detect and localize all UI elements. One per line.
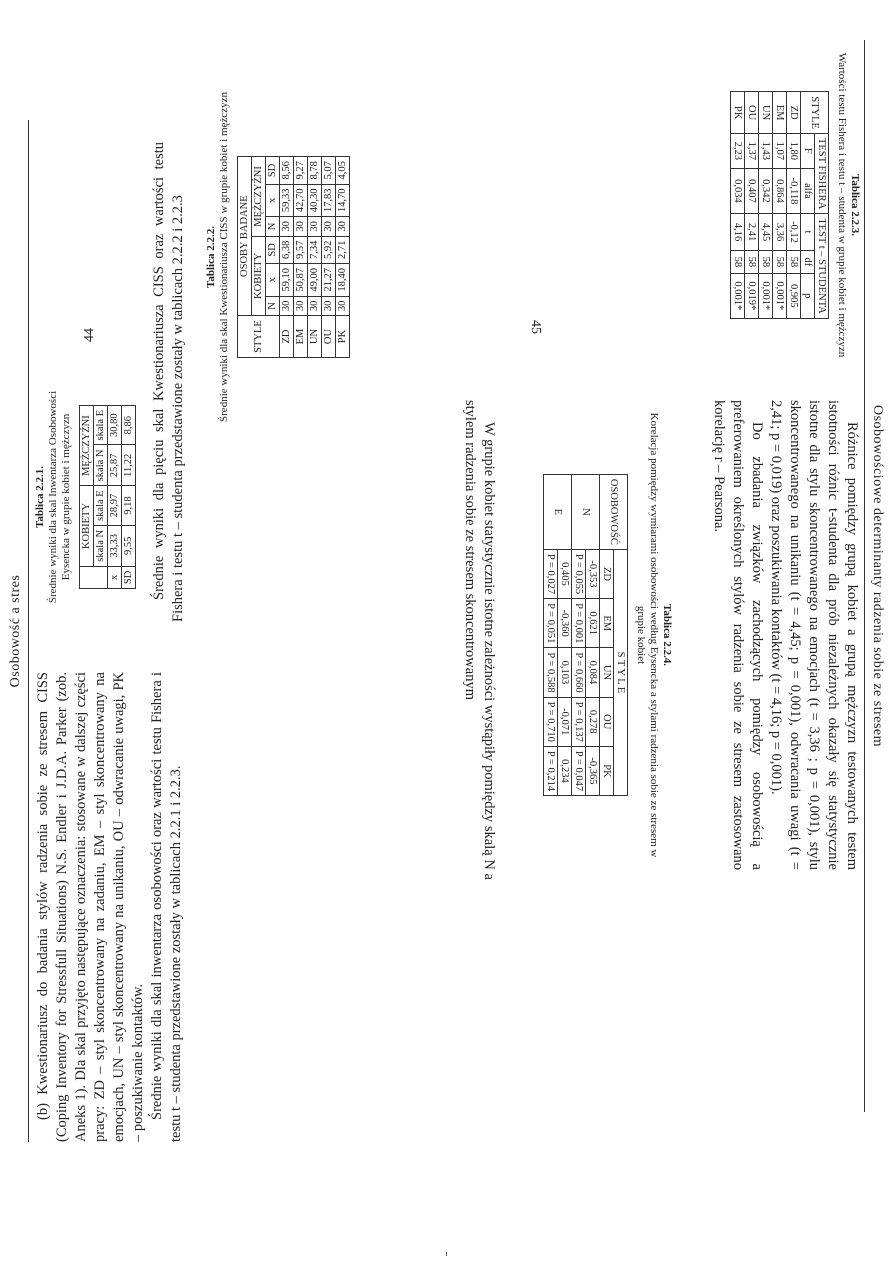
table4-caption-number: Tablica 2.2.4. xyxy=(661,604,673,666)
table-row: ZD 30 59,10 6,38 30 59,33 8,56 xyxy=(280,157,294,358)
table-row: ZD 1,80 -0,118 -0,12 58 0,905 xyxy=(787,92,801,318)
table1-group-kobiety: KOBIETY xyxy=(80,486,94,566)
table-row: PK 30 18,40 2,71 30 14,70 4,05 xyxy=(336,157,350,358)
table1-col: skala E xyxy=(94,405,108,445)
left-running-head: Osobowość a stres xyxy=(8,120,29,1142)
left-body-text-1 xyxy=(34,672,186,1142)
left-body-text-2 xyxy=(150,142,188,622)
table-row: P = 0,055 P = 0,001 P = 0,660 P = 0,137 P = 0,047 xyxy=(572,474,586,795)
table2-stub-header: STYLE xyxy=(238,316,280,358)
table3: STYLE TEST FISHERA TEST t – STUDENTA F alfa t df p ZD 1,80 -0,118 -0,12 58 0,905 EM 1,07 0,864 3,36 58 0,001* UN 1,43 0,342 4,45 58 0,001* OU 1,37 0,407 2,41 58 0,019* PK 2,23 0,034 4,16 58 0,001* xyxy=(730,91,829,318)
table1-corner xyxy=(80,566,108,588)
table-2-2-2 xyxy=(205,92,350,422)
table1-col: skala N xyxy=(94,445,108,486)
left-paragraph-2: Średnie wyniki dla skal inwentarza osobowości oraz wartości testu Fishera i testu t – studenta przedstawione zostały w tablicach 2.2.1 i 2.2.3. xyxy=(149,672,184,1142)
table3-caption-number: Tablica 2.2.3. xyxy=(849,174,861,236)
right-paragraph-2: Do zbadania związków zachodzących pomiędzy osobowością a preferowaniem określonych stylów radzenia sobie ze stresem zastosowano korelację r – Pearsona. xyxy=(711,400,765,870)
right-page-number: 45 xyxy=(528,320,543,334)
table1-caption-title: Średnie wyniki dla skal Inwentarza Osobowości Eysencka w grupie kobiet i mężczyzn xyxy=(47,390,72,604)
right-page xyxy=(447,0,893,1262)
table4: OSOBOWOŚĆ S T Y L E ZD EM UN OU PK N -0,353 0,621 0,084 0,278 -0,365 P = 0,055 P = 0,001 P = 0,660 P = 0,137 P = 0,047 E 0,405 -0,360 0,103 -0,071 0,234 P = 0,027 P = 0,051 P = 0,588 P = 0,710 P = 0,214 xyxy=(543,474,628,796)
table-row: PK 2,23 0,034 4,16 58 0,001* xyxy=(731,92,745,318)
right-paragraph-1: Różnice pomiędzy grupą kobiet a grupą mężczyzn testowanych testem istotności różnic t-studenta dla prób niezależnych okazały się statystycznie istotne dla stylu skoncentrowanego na emocjach (t = 3,36 ; p = 0,001), stylu skoncentrowanego na unikaniu (t = 4,45; p = 0,001), odwracania uwagi (t = 2,41; p = 0,019) oraz poszukiwania kontaktów (t = 4,16; p = 0,001). xyxy=(768,400,860,870)
table-row: EM 30 50,87 9,57 30 42,70 9,27 xyxy=(294,157,308,358)
table3-stub-header: STYLE xyxy=(801,92,829,134)
right-body-text-2 xyxy=(460,400,498,880)
right-paragraph-3: W grupie kobiet statystycznie istotne zależności wystąpiły pomiędzy skalą N a stylem radzenia sobie ze stresem skoncentrowanym xyxy=(462,400,497,880)
table-2-2-3 xyxy=(730,40,861,370)
table2-caption-title: Średnie wyniki dla skal Kwestionariusza CISS w grupie kobiet i mężczyzn xyxy=(218,92,230,422)
table1-caption-number: Tablica 2.2.1. xyxy=(34,466,46,528)
right-body-text-1 xyxy=(709,400,861,870)
table-row: P = 0,027 P = 0,051 P = 0,588 P = 0,710 P = 0,214 xyxy=(544,474,558,795)
table-row: UN 30 49,00 7,34 30 40,30 8,78 xyxy=(308,157,322,358)
left-page xyxy=(0,0,446,1262)
table-row: x 33,33 28,97 25,87 30,80 xyxy=(108,405,122,588)
right-running-head: Osobowościowe determinanty radzenia sobie ze stresem xyxy=(864,40,885,1112)
table1-col: skala E xyxy=(94,486,108,526)
table-row: E 0,405 -0,360 0,103 -0,071 0,234 xyxy=(558,474,572,795)
table4-header-top: S T Y L E xyxy=(614,549,628,795)
table1 xyxy=(79,405,136,589)
table4-caption-title: Korelacja pomiędzy wymiarami osobowości według Eysencka a stylami radzenia sobie ze stresem w grupie kobiet xyxy=(635,412,660,858)
table-row: N -0,353 0,621 0,084 0,278 -0,365 xyxy=(586,474,600,795)
table-2-2-4 xyxy=(543,400,673,870)
table-row: SD 9,55 9,18 11,22 8,86 xyxy=(122,405,136,588)
table-row: OU 30 21,27 5,92 30 17,83 5,07 xyxy=(322,157,336,358)
left-intro-paragraph: (b) Kwestionariusz do badania stylów radzenia sobie ze stresem CISS (Coping Inventory for Stressfull Situations) N.S. Endler i J.D.A. Parker (zob. Aneks 1). Dla skal przyjęto następujące oznaczenia: stosowane w dalszej części pracy: ZD – styl skoncentrowany na zadaniu, EM – styl skoncentrowany na emocjach, UN – styl skoncentrowany na unikaniu, OU – odwracanie uwagi, PK – poszukiwanie kontaktów. xyxy=(35,672,146,1142)
table1-col: skala N xyxy=(94,525,108,566)
left-page-number: 44 xyxy=(82,328,97,342)
left-paragraph-3: Średnie wyniki dla pięciu skal Kwestionariusza CISS oraz wartości testu Fishera i testu t – studenta przedstawione zostały w tablicach 2.2.2 i 2.2.3 xyxy=(151,142,186,622)
table-row: OU 1,37 0,407 2,41 58 0,019* xyxy=(745,92,759,318)
table2-header-top: OSOBY BADANE xyxy=(238,157,252,316)
table3-caption-title: Wartości testu Fishera i testu t – studenta w grupie kobiet i mężczyzn xyxy=(836,52,848,358)
table-row: EM 1,07 0,864 3,36 58 0,001* xyxy=(773,92,787,318)
table-2-2-1 xyxy=(34,372,136,622)
table1-group-mezczyzni: MĘŻCZYŹNI xyxy=(80,405,94,485)
table2-caption-number: Tablica 2.2.2. xyxy=(205,226,217,288)
table-row: UN 1,43 0,342 4,45 58 0,001* xyxy=(759,92,773,318)
table4-stub-header: OSOBOWOŚĆ xyxy=(600,474,628,549)
table2: STYLE OSOBY BADANE KOBIETY MĘŻCZYŹNI N x SD N x SD ZD 30 59,10 6,38 30 59,33 8,56 EM 30 50,87 9,57 30 42,70 9,27 UN 30 49,00 7,34 30 40,30 8,78 OU 30 21,27 5,92 30 17,83 5,07 PK 30 18,40 2,71 30 14,70 4,05 xyxy=(237,156,350,358)
